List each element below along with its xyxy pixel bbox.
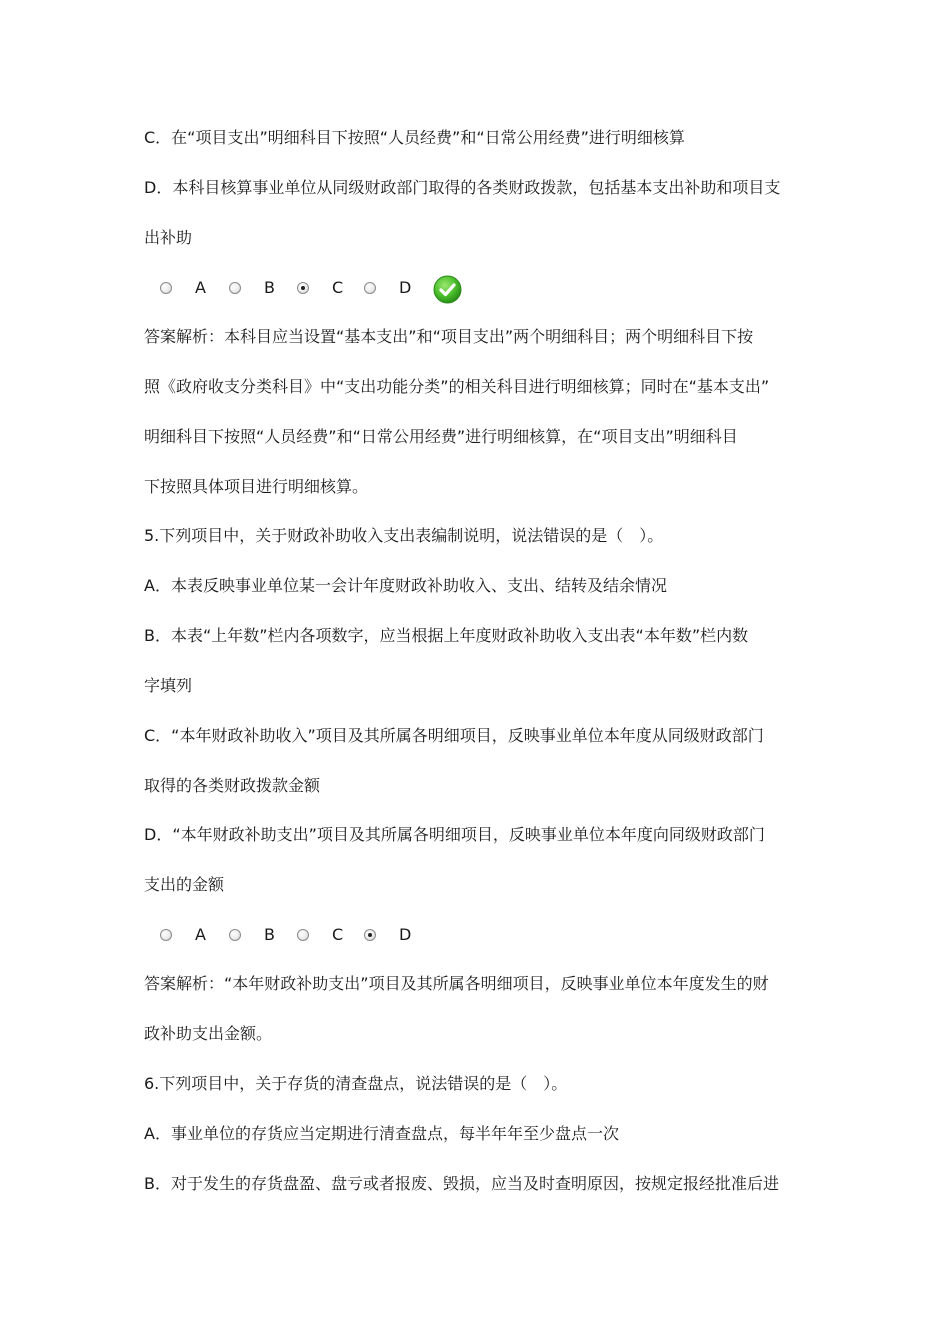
- radio-c[interactable]: [297, 282, 309, 294]
- q5-option-b-line2: 字填列: [144, 676, 193, 695]
- q4-option-d-line2: 出补助: [144, 228, 193, 247]
- choice-label: C: [332, 278, 344, 297]
- q4-option-d-line1: D．本科目核算事业单位从同级财政部门取得的各类财政拨款，包括基本支出补助和项目支: [144, 178, 781, 197]
- choice-label: C: [332, 925, 344, 944]
- radio-a[interactable]: [160, 929, 172, 941]
- q4-explanation-line4: 下按照具体项目进行明细核算。: [144, 477, 369, 496]
- q6-question: 6.下列项目中，关于存货的清查盘点，说法错误的是（ ）。: [144, 1074, 568, 1093]
- choice-label: A: [195, 278, 206, 297]
- q5-option-d-line2: 支出的金额: [144, 875, 225, 894]
- radio-c[interactable]: [297, 929, 309, 941]
- q5-explanation-line1: 答案解析：“本年财政补助支出”项目及其所属各明细项目，反映事业单位本年度发生的财: [144, 974, 769, 993]
- radio-b[interactable]: [229, 929, 241, 941]
- choice-label: B: [264, 278, 275, 297]
- q5-option-d-line1: D．“本年财政补助支出”项目及其所属各明细项目，反映事业单位本年度向同级财政部门: [144, 825, 765, 844]
- q4-explanation-line3: 明细科目下按照“人员经费”和“日常公用经费”进行明细核算，在“项目支出”明细科目: [144, 427, 738, 446]
- q6-option-a: A．事业单位的存货应当定期进行清查盘点，每半年年至少盘点一次: [144, 1124, 619, 1143]
- q5-option-c-line2: 取得的各类财政拨款金额: [144, 776, 321, 795]
- q6-option-b-line1: B．对于发生的存货盘盈、盘亏或者报废、毁损，应当及时查明原因，按规定报经批准后进: [144, 1174, 779, 1193]
- radio-a[interactable]: [160, 282, 172, 294]
- q5-explanation-line2: 政补助支出金额。: [144, 1024, 273, 1043]
- choice-label: A: [195, 925, 206, 944]
- radio-d[interactable]: [364, 282, 376, 294]
- q4-explanation-line1: 答案解析：本科目应当设置“基本支出”和“项目支出”两个明细科目；两个明细科目下按: [144, 327, 754, 346]
- choice-label: D: [399, 925, 412, 944]
- checkmark-circle-icon: [433, 275, 462, 304]
- choice-label: B: [264, 925, 275, 944]
- q5-option-a: A．本表反映事业单位某一会计年度财政补助收入、支出、结转及结余情况: [144, 576, 667, 595]
- choice-label: D: [399, 278, 412, 297]
- radio-b[interactable]: [229, 282, 241, 294]
- q4-option-c: C．在“项目支出”明细科目下按照“人员经费”和“日常公用经费”进行明细核算: [144, 128, 685, 147]
- q5-option-c-line1: C．“本年财政补助收入”项目及其所属各明细项目，反映事业单位本年度从同级财政部门: [144, 726, 764, 745]
- q5-question: 5.下列项目中，关于财政补助收入支出表编制说明，说法错误的是（ ）。: [144, 526, 664, 545]
- q4-explanation-line2: 照《政府收支分类科目》中“支出功能分类”的相关科目进行明细核算；同时在“基本支出”: [144, 377, 770, 396]
- radio-d[interactable]: [364, 929, 376, 941]
- q5-option-b-line1: B．本表“上年数”栏内各项数字，应当根据上年度财政补助收入支出表“本年数”栏内数: [144, 626, 749, 645]
